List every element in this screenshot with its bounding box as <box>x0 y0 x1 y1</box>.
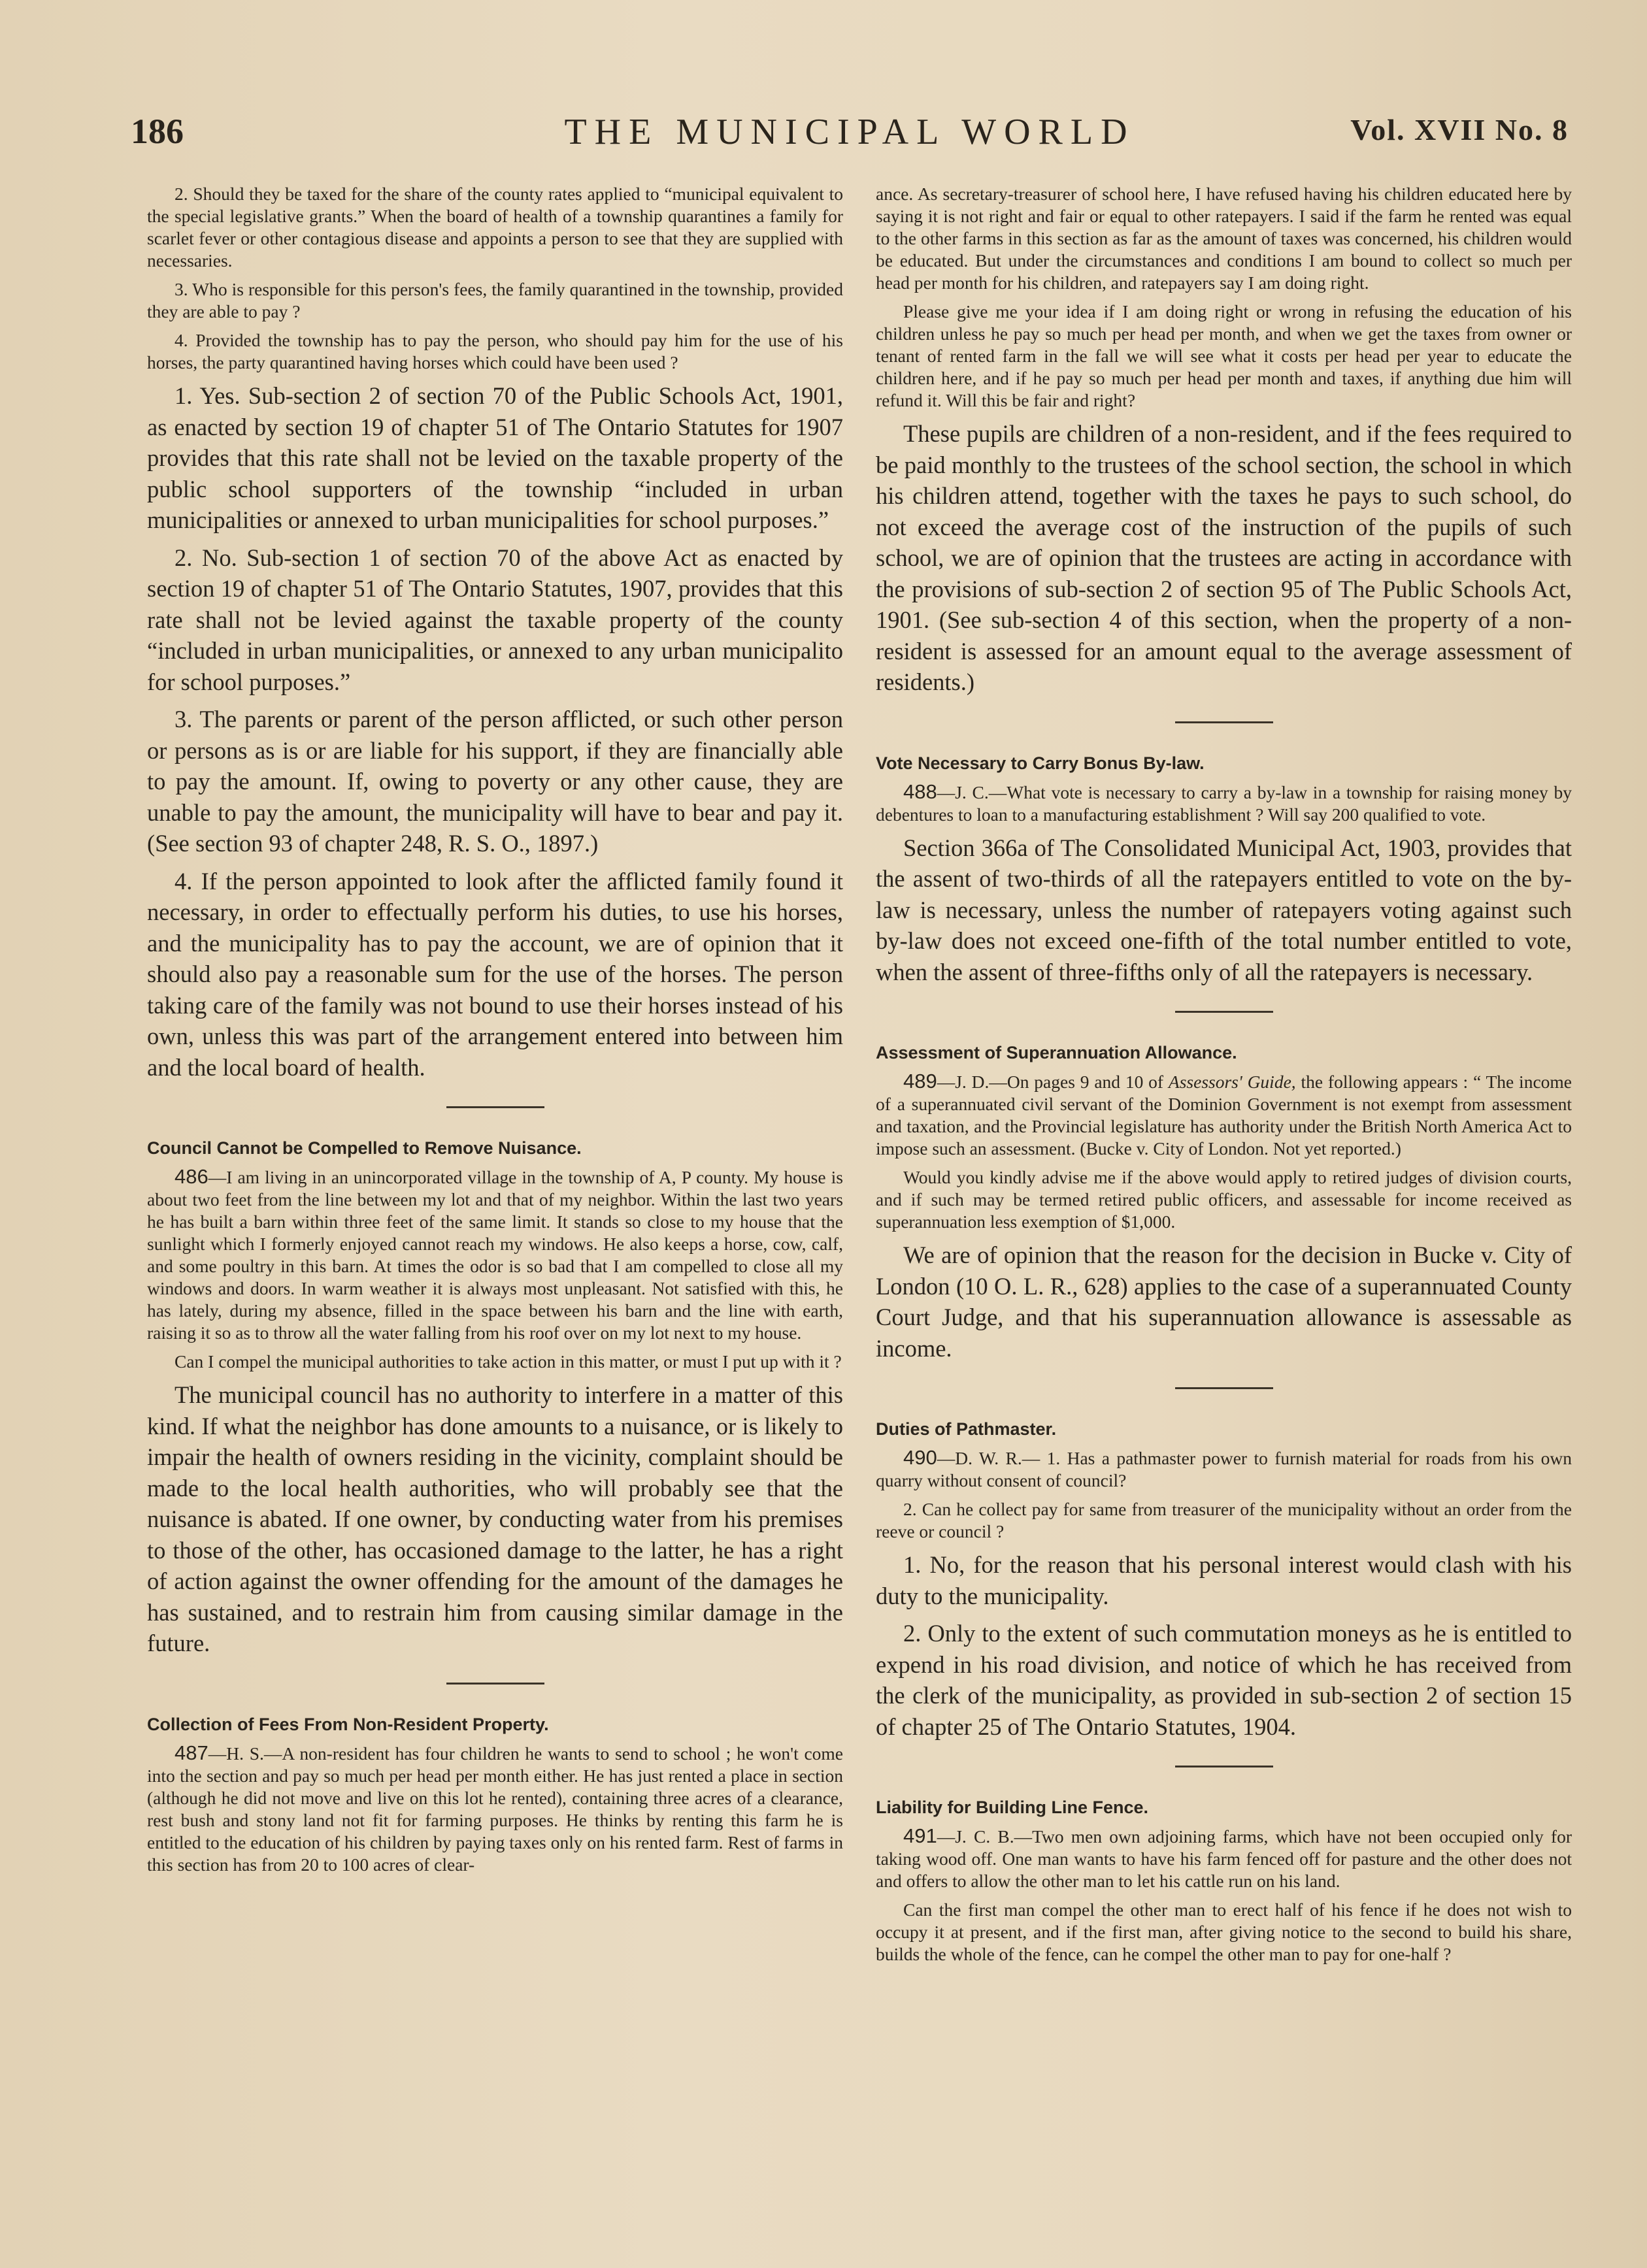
question-text: ance. As secretary-treasurer of school here, I have refused having his children educated here by saying it is not right and fair or equal to other ratepayers. I said if the farm he rented was equal to the other farms in this section as far as the amount of taxes was concerned, his children would be educated. But under the circumstances and conditions I am bound to collect so much per head per month for his children, and ratepayers say I am doing right. <box>876 184 1572 293</box>
section-divider <box>1175 1387 1273 1389</box>
answer-text: The municipal council has no authority to interfere in a matter of this kind. If what the neighbor has done amounts to a nuisance, or is likely to impair the health of owners residing in the vicinity, complaint should be made to the local health authorities, who will probably see that the nuisance is abated. If one owner, by conducting water from his premises to those of the other, has occasioned damage to the latter, he has a right of action against the owner offending for the amount of the damages he has sustained, and to restrain him from causing similar damage in the future. <box>147 1381 843 1656</box>
answer-text: 1. Yes. Sub-section 2 of section 70 of the Public Schools Act, 1901, as enacted by section 19 of chapter 51 of The Ontario Statutes for 1907 provides that this rate shall not be levied on the taxable property of the public school supporters of the township “included in urban municipalities or annexed to urban municipalities for school purposes.” <box>147 382 843 533</box>
question-text: 489—J. D.—On pages 9 and 10 of Assessors' Guide, the following appears : “ The income of a superannuated civil servant of the Dominion Government is not exempt from assessment and taxation, and the Provincial legislature has authority under the British North America Act to impose such an assessment. (Bucke v. City of London. Not yet reported.) <box>876 1070 1572 1159</box>
question-text: 487—H. S.—A non-resident has four children he wants to send to school ; he won't come into the section and pay so much per head per month either. He has just rented a place in section (although he did not move and live on this lot he rented), containing three acres of a clearance, rest bush and stony land not fit for farming purposes. He thinks by renting this farm he is entitled to the education of his children by paying taxes only on his rented farm. Rest of farms in this section has from 20 to 100 acres of clear- <box>147 1741 843 1875</box>
answer-text: 1. No, for the reason that his personal interest would clash with his duty to the municipality. <box>876 1551 1572 1609</box>
answer-text: These pupils are children of a non-resident, and if the fees required to be paid monthly to the trustees of the school section, the school in which his children attend, together with the taxes he pays to such school, do not exceed the average cost of the instruction of the pupils of such school, we are of opinion that the trustees are acting in accordance with the provisions of sub-section 2 of section 95 of The Public Schools Act, 1901. (See sub-section 4 of this section, when the property of a non-resident is assessed for an amount equal to the average assessment of residents.) <box>876 420 1572 695</box>
question-number: 488 <box>903 780 937 803</box>
section-divider <box>1175 1766 1273 1767</box>
publication-title: THE MUNICIPAL WORLD <box>564 112 1135 152</box>
page-number: 186 <box>131 112 184 151</box>
answer-text: 3. The parents or parent of the person afflicted, or such other person or persons as is or are liable for his support, if they are financially able to pay the amount. If, owing to poverty or any other cause, they are unable to pay the amount, the municipality will have to bear and pay it. (See section 93 of chapter 248, R. S. O., 1897.) <box>147 706 843 857</box>
question-text: 4. Provided the township has to pay the person, who should pay him for the use of his horses, the party quarantined having horses which could have been used ? <box>147 330 843 372</box>
question-number: 489 <box>903 1070 937 1093</box>
section-heading: Collection of Fees From Non-Resident Property. <box>147 1714 549 1734</box>
answer-text: We are of opinion that the reason for the decision in Bucke v. City of London (10 O. L. R., 628) applies to the case of a superannuated County Court Judge, and that his superannuation allowance is assessable as income. <box>876 1241 1572 1362</box>
question-number: 491 <box>903 1824 937 1847</box>
answer-text: 2. No. Sub-section 1 of section 70 of the above Act as enacted by section 19 of chapter 51 of The Ontario Statutes, 1907, provides that this rate shall not be levied against the taxable property of the county “included in urban municipalities, or annexed to any urban municipalito for school purposes.” <box>147 544 843 695</box>
right-column <box>876 183 1572 1965</box>
section-heading: Duties of Pathmaster. <box>876 1419 1057 1439</box>
question-number: 490 <box>903 1446 937 1469</box>
section-divider <box>446 1683 544 1685</box>
question-text: 490—D. W. R.— 1. Has a pathmaster power to furnish material for roads from his own quarry without consent of council? <box>876 1446 1572 1490</box>
question-text: 3. Who is responsible for this person's fees, the family quarantined in the township, provided they are able to pay ? <box>147 279 843 321</box>
section-divider <box>1175 721 1273 723</box>
question-number: 487 <box>175 1741 208 1764</box>
question-number: 486 <box>175 1165 208 1188</box>
answer-text: Section 366a of The Consolidated Municipal Act, 1903, provides that the assent of two-thirds of all the ratepayers entitled to vote on the by-law is necessary, unless the number of ratepayers voting against such by-law does not exceed one-fifth of the total number entitled to vote, when the assent of three-fifths only of all the ratepayers is necessary. <box>876 834 1572 985</box>
question-text: 488—J. C.—What vote is necessary to carry a by-law in a township for raising money by debentures to loan to a manufacturing establishment ? Will say 200 qualified to vote. <box>876 780 1572 825</box>
question-text: Please give me your idea if I am doing right or wrong in refusing the education of his children unless he pay so much per head per month, and when we get the taxes from owner or tenant of rented farm in the fall we will see what it costs per head per year to educate the children here, and if he pay so much per head per month and taxes, if anything due him will refund it. Will this be fair and right? <box>876 301 1572 410</box>
question-text: 491—J. C. B.—Two men own adjoining farms, which have not been occupied only for taking wood off. One man wants to have his farm fenced off for pasture and the other does not and offers to allow the other man to let his cattle run on his land. <box>876 1824 1572 1891</box>
section-heading: Vote Necessary to Carry Bonus By-law. <box>876 753 1205 773</box>
left-column <box>147 183 843 1876</box>
volume-issue: Vol. XVII No. 8 <box>1350 113 1569 146</box>
page-header <box>131 111 1569 163</box>
question-text: 486—I am living in an unincorporated village in the township of A, P county. My house is about two feet from the line between my lot and that of my neighbor. Within the last two years he has built a barn within three feet of the same limit. It stands so close to my house that the sunlight which I formerly enjoyed cannot reach my windows. He also keeps a horse, cow, calf, and some poultry in this barn. At times the odor is so bad that I am compelled to close all my windows and doors. In warm weather it is always most unpleasant. Not satisfied with this, he has lately, during my absence, filled in the space between his barn and the line with earth, raising it so as to throw all the water falling from his roof over on my lot next to my house. <box>147 1165 843 1343</box>
answer-text: 4. If the person appointed to look after the afflicted family found it necessary, in order to effectually perform his duties, to use his horses, and the municipality has to pay the account, we are of opinion that it should also pay a reasonable sum for the use of the horses. The person taking care of the family was not bound to use their horses instead of his own, unless this was part of the arrangement entered into between him and the local board of health. <box>147 867 843 1081</box>
section-heading: Assessment of Superannuation Allowance. <box>876 1043 1237 1062</box>
section-heading: Council Cannot be Compelled to Remove Nuisance. <box>147 1138 582 1158</box>
question-text: 2. Should they be taxed for the share of the county rates applied to “municipal equivalent to the special legislative grants.” When the board of health of a township quarantines a family for scarlet fever or other contagious disease and appoints a person to see that they are supplied with necessaries. <box>147 184 843 271</box>
answer-text: 2. Only to the extent of such commutation moneys as he is entitled to expend in his road division, and notice of which he has received from the clerk of the municipality, as provided in sub-section 2 of section 15 of chapter 25 of The Ontario Statutes, 1904. <box>876 1620 1572 1740</box>
question-text: Can I compel the municipal authorities to take action in this matter, or must I put up with it ? <box>175 1351 842 1372</box>
section-divider <box>1175 1011 1273 1013</box>
section-divider <box>446 1106 544 1108</box>
section-heading: Liability for Building Line Fence. <box>876 1798 1149 1817</box>
question-text: 2. Can he collect pay for same from treasurer of the municipality without an order from the reeve or council ? <box>876 1499 1572 1541</box>
question-text: Can the first man compel the other man to erect half of his fence if he does not wish to occupy it at present, and if the first man, after giving notice to the second to build his share, builds the whole of the fence, can he compel the other man to pay for one-half ? <box>876 1899 1572 1964</box>
question-text: Would you kindly advise me if the above would apply to retired judges of division courts, and if such may be termed retired public officers, and assessable for income received as superannuation less exemption of $1,000. <box>876 1167 1572 1232</box>
